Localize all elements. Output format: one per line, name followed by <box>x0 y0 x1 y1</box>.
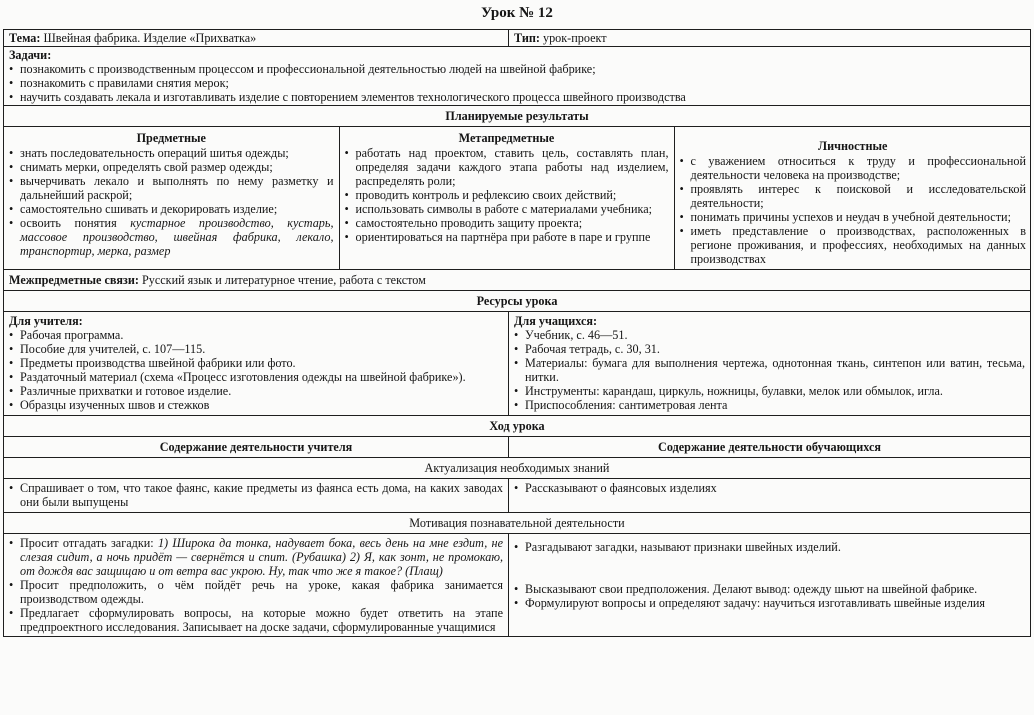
list-item: • Формулируют вопросы и определяют задачу: научиться изготавливать швейные изделия <box>514 596 1025 610</box>
list-item: • Рассказывают о фаянсовых изделиях <box>514 481 1025 495</box>
list-item: • проявлять интерес к поисковой и исследовательской деятельности; <box>680 182 1027 210</box>
resources-header: Ресурсы урока <box>4 291 1031 312</box>
resources-header-row <box>4 291 1031 312</box>
tasks-row <box>4 47 1031 106</box>
list-item: • с уважением относиться к труду и профессиональной деятельности человека на производстве; <box>680 154 1027 182</box>
list-item: • Рабочая программа. <box>9 328 503 342</box>
personal-results-cell <box>674 127 1031 269</box>
list-item: • Пособие для учителей, с. 107—115. <box>9 342 503 356</box>
stage1-students-cell <box>509 479 1031 513</box>
list-item: • понимать причины успехов и неудач в учебной деятельности; <box>680 210 1027 224</box>
concepts-prefix: освоить понятия <box>20 216 131 230</box>
list-item: • Инструменты: карандаш, циркуль, ножницы, булавки, мелок или обмылок, игла. <box>514 384 1025 398</box>
list-item: • Разгадывают загадки, называют признаки швейных изделий. <box>514 540 1025 554</box>
riddle-text: 1) Широка да тонка, надувает бока, весь день на мне ездит, не слезая сидит, а ночь придёт — свернётся и спит. (Рубашка) 2) Я, как зонт, не промокаю, от дождя вас защищаю и от ветра вас укрою. Ну, так что же я такое? (Плащ) <box>20 536 503 578</box>
stage-title: Актуализация необходимых знаний <box>4 458 1031 479</box>
subject-results-cell <box>4 127 339 269</box>
topic-label: Тема: <box>9 31 41 45</box>
personal-results-title: Личностные <box>818 139 888 153</box>
riddle-prefix: Просит отгадать загадки: <box>20 536 158 550</box>
list-item: • вычерчивать лекало и выполнять по нему разметку и дальнейший раскрой; <box>9 174 334 202</box>
subject-results-title: Предметные <box>136 131 206 145</box>
resources-row <box>4 312 1031 416</box>
teacher-resources-list <box>9 328 503 412</box>
list-item: • самостоятельно проводить защиту проекта; <box>345 216 669 230</box>
list-item: • Раздаточный материал (схема «Процесс изготовления одежды на швейной фабрике»). <box>9 370 503 384</box>
interdisciplinary-value: Русский язык и литературное чтение, работа с текстом <box>141 273 426 287</box>
list-item: • работать над проектом, ставить цель, составлять план, определяя задачи каждого этапа работы над изделием, распределять роли; <box>345 146 669 188</box>
list-item: • Материалы: бумага для выполнения чертежа, однотонная ткань, синтепон или ватин, тесьма, нитки. <box>514 356 1025 384</box>
lesson-columns-row <box>4 437 1031 458</box>
stage-title-row <box>4 513 1031 534</box>
meta-results-cell <box>339 127 674 269</box>
list-item: • Рабочая тетрадь, с. 30, 31. <box>514 342 1025 356</box>
personal-results-list <box>680 154 1027 266</box>
list-item: • Просит предположить, о чём пойдёт речь на уроке, какая фабрика занимается производством одежды. <box>9 578 503 606</box>
students-column-header: Содержание деятельности обучающихся <box>509 437 1031 458</box>
student-resources-cell <box>509 312 1031 416</box>
subject-results-list <box>9 146 334 258</box>
list-item: • Приспособления: сантиметровая лента <box>514 398 1025 412</box>
list-item: • самостоятельно сшивать и декорировать изделие; <box>9 202 334 216</box>
concepts-terms: кустарное производство, кустарь, массовое производство, швейная фабрика, лекало, транспортир, мерка, размер <box>20 216 334 258</box>
list-item: • знать последовательность операций шитья одежды; <box>9 146 334 160</box>
topic-cell <box>4 30 509 47</box>
interdisciplinary-cell <box>4 270 1031 291</box>
page-title: Урок № 12 <box>481 5 553 21</box>
planned-header-row <box>4 106 1031 127</box>
teacher-resources-cell <box>4 312 509 416</box>
list-item: • проводить контроль и рефлексию своих действий; <box>345 188 669 202</box>
list-item <box>9 216 334 258</box>
topic-value: Швейная фабрика. Изделие «Прихватка» <box>43 31 257 45</box>
teacher-resources-title: Для учителя: <box>9 314 83 328</box>
student-resources-list <box>514 328 1025 412</box>
task-item: • познакомить с правилами снятия мерок; <box>9 76 1025 90</box>
list-item: • Предметы производства швейной фабрики или фото. <box>9 356 503 370</box>
interdisciplinary-row <box>4 270 1031 291</box>
type-cell <box>509 30 1031 47</box>
planned-header: Планируемые результаты <box>4 106 1031 127</box>
lesson-header: Ход урока <box>4 416 1031 437</box>
meta-results-title: Метапредметные <box>458 131 555 145</box>
tasks-list <box>9 62 1025 104</box>
teacher-column-header: Содержание деятельности учителя <box>4 437 509 458</box>
list-item: • Спрашивает о том, что такое фаянс, какие предметы из фаянса есть дома, на каких заводах они были выпущены <box>9 481 503 509</box>
tasks-cell <box>4 47 1031 106</box>
type-label: Тип: <box>514 31 540 45</box>
list-item: • Высказывают свои предположения. Делают вывод: одежду шьют на швейной фабрике. <box>514 582 1025 596</box>
list-item: • ориентироваться на партнёра при работе в паре и группе <box>345 230 669 244</box>
task-item: • научить создавать лекала и изготавливать изделие с повторением элементов технологического процесса швейного производства <box>9 90 1025 104</box>
interdisciplinary-label: Межпредметные связи: <box>9 273 139 287</box>
lesson-header-row <box>4 416 1031 437</box>
stage-row <box>4 534 1031 637</box>
stage2-teacher-cell <box>4 534 509 637</box>
topic-row <box>4 30 1031 47</box>
planned-row <box>4 127 1031 270</box>
stage-title-row <box>4 458 1031 479</box>
list-item <box>9 536 503 578</box>
task-item: • познакомить с производственным процессом и профессиональной деятельностью людей на швейной фабрике; <box>9 62 1025 76</box>
list-item: • Учебник, с. 46—51. <box>514 328 1025 342</box>
lesson-table <box>3 29 1031 637</box>
type-value: урок-проект <box>542 31 607 45</box>
tasks-label: Задачи: <box>9 48 52 62</box>
meta-results-list <box>345 146 669 244</box>
list-item: • Образцы изученных швов и стежков <box>9 398 503 412</box>
list-item: • снимать мерки, определять свой размер одежды; <box>9 160 334 174</box>
list-item: • использовать символы в работе с материалами учебника; <box>345 202 669 216</box>
list-item: • Предлагает сформулировать вопросы, на которые можно будет ответить на этапе предпроектного исследования. Записывает на доске задачи, сформулированные учащимися <box>9 606 503 634</box>
stage2-students-cell <box>509 534 1031 637</box>
student-resources-title: Для учащихся: <box>514 314 598 328</box>
stage-row <box>4 479 1031 513</box>
list-item: • иметь представление о производствах, расположенных в регионе проживания, и профессиях, необходимых на данных производствах <box>680 224 1027 266</box>
list-item: • Различные прихватки и готовое изделие. <box>9 384 503 398</box>
stage1-teacher-cell <box>4 479 509 513</box>
stage-title: Мотивация познавательной деятельности <box>4 513 1031 534</box>
